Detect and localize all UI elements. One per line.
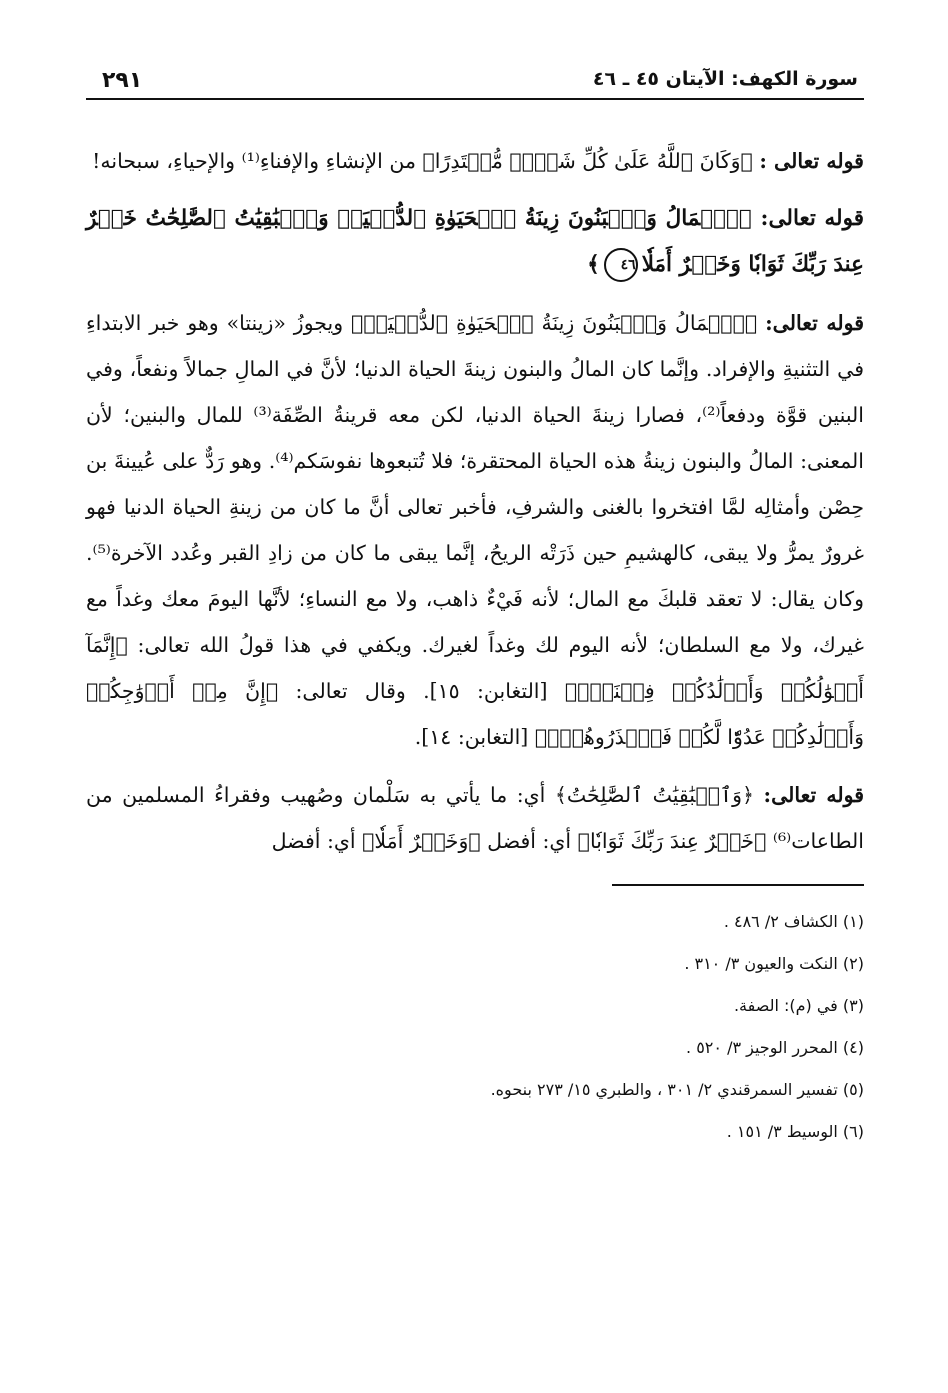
footnote: (٤) المحرر الوجيز ٣/ ٥٢٠ . (686, 1038, 864, 1057)
page-header (86, 48, 864, 100)
footnote: (١) الكشاف ٢/ ٤٨٦ . (723, 912, 864, 931)
verse-close-bracket: ﴾ (587, 252, 600, 277)
verse-text: ﴿ٱلۡمَالُ وَٱلۡبَنُونَ زِينَةُ ٱلۡحَيَوٰةِ ٱلدُّنۡيَاۖ وَٱلۡبَٰقِيَٰتُ ٱلصَّٰلِحَٰتُ خَيۡرٌ عِندَ رَبِّكَ ثَوَابٗا وَخَيۡرٌ أَمَلٗا (86, 206, 864, 277)
paragraph (86, 138, 864, 184)
paragraph-lead: قوله تعالى: (765, 311, 864, 335)
footnote-divider (612, 884, 864, 886)
running-header-title: سورة الكهف: الآيتان ٤٥ ـ ٤٦ (592, 68, 858, 90)
paragraph (86, 772, 864, 864)
footnote: (٥) تفسير السمرقندي ٢/ ٣٠١ ، والطبري ١٥/ ٢٧٣ بنحوه. (490, 1080, 864, 1099)
main-text (86, 138, 864, 864)
footnote: (٢) النكت والعيون ٣/ ٣١٠ . (684, 954, 864, 973)
paragraph-lead: قوله تعالى: (760, 206, 864, 231)
book-page (86, 48, 864, 1368)
paragraph-lead: قوله تعالى : (759, 149, 864, 173)
paragraph-lead: قوله تعالى: (763, 783, 864, 807)
footnotes (86, 910, 864, 1144)
header-divider (86, 98, 864, 100)
paragraph (86, 300, 864, 760)
paragraph-text: ﴿وَكَانَ ٱللَّهُ عَلَىٰ كُلِّ شَيۡءٖ مُّقۡتَدِرًا﴾ من الإنشاءِ والإفناءِ⁽¹⁾ والإحياءِ، سبحانه! (92, 149, 760, 173)
verse-paragraph (86, 196, 864, 288)
footnote: (٣) في (م): الصفة. (733, 996, 864, 1015)
ayah-number-marker: ٤٦ (604, 248, 638, 282)
paragraph-text: ﴿وَٱلۡبَٰقِيَٰتُ ٱلصَّٰلِحَٰتُ﴾ أي: ما يأتي به سَلْمان وصُهيب وفقراءُ المسلمين من الطاعات⁽⁶⁾ ﴿خَيۡرٌ عِندَ رَبِّكَ ثَوَابٗا﴾ أي: أفضل ﴿وَخَيۡرٌ أَمَلٗا﴾ أي: أفضل (86, 783, 864, 853)
paragraph-text: ﴿ٱلۡمَالُ وَٱلۡبَنُونَ زِينَةُ ٱلۡحَيَوٰةِ ٱلدُّنۡيَاۖ﴾ ويجوزُ «زينتا» وهو خبر الابتداءِ في التثنيةِ والإفراد. وإنَّما كان المالُ والبنون زينةَ الحياة الدنيا؛ لأنَّ في المالِ جمالاً ونفعاً، وفي البنين قوَّة ودفعاً⁽²⁾، فصارا زينةَ الحياة الدنيا، لكن معه قرينةُ الصِّفَة⁽³⁾ للمال والبنين؛ لأن المعنى: المالُ والبنون زينةُ هذه الحياة المحتقرة؛ فلا تُتبعوها نفوسَكم⁽⁴⁾. وهو رَدٌّ على عُيينةَ بن حِصْن وأمثالِه لمَّا افتخروا بالغنى والشرفِ، فأخبر تعالى أنَّ ما كان من زينةِ الحياة الدنيا فهو غرورٌ يمرُّ ولا يبقى، كالهشيمِ حين ذَرَتْه الريحُ، إنَّما يبقى ما كان من زادِ القبر وعُدد الآخرة⁽⁵⁾. وكان يقال: لا تعقد قلبكَ مع المال؛ لأنه فَيْءٌ ذاهب، ولا مع النساءِ؛ لأنَّها اليومَ معك وغداً مع غيرك، ولا مع السلطان؛ لأنه اليوم لك وغداً لغيرك. ويكفي في هذا قولُ الله تعالى: ﴿إِنَّمَآ أَمۡوَٰلُكُمۡ وَأَوۡلَٰدُكُمۡ فِتۡنَةٞۚ﴾ [التغابن: ١٥]. وقال تعالى: ﴿إِنَّ مِنۡ أَزۡوَٰجِكُمۡ وَأَوۡلَٰدِكُمۡ عَدُوّٗا لَّكُمۡ فَٱحۡذَرُوهُمۡۚ﴾ [التغابن: ١٤]. (86, 311, 864, 749)
page-number: ٢٩١ (102, 68, 143, 93)
footnote: (٦) الوسيط ٣/ ١٥١ . (726, 1122, 864, 1141)
